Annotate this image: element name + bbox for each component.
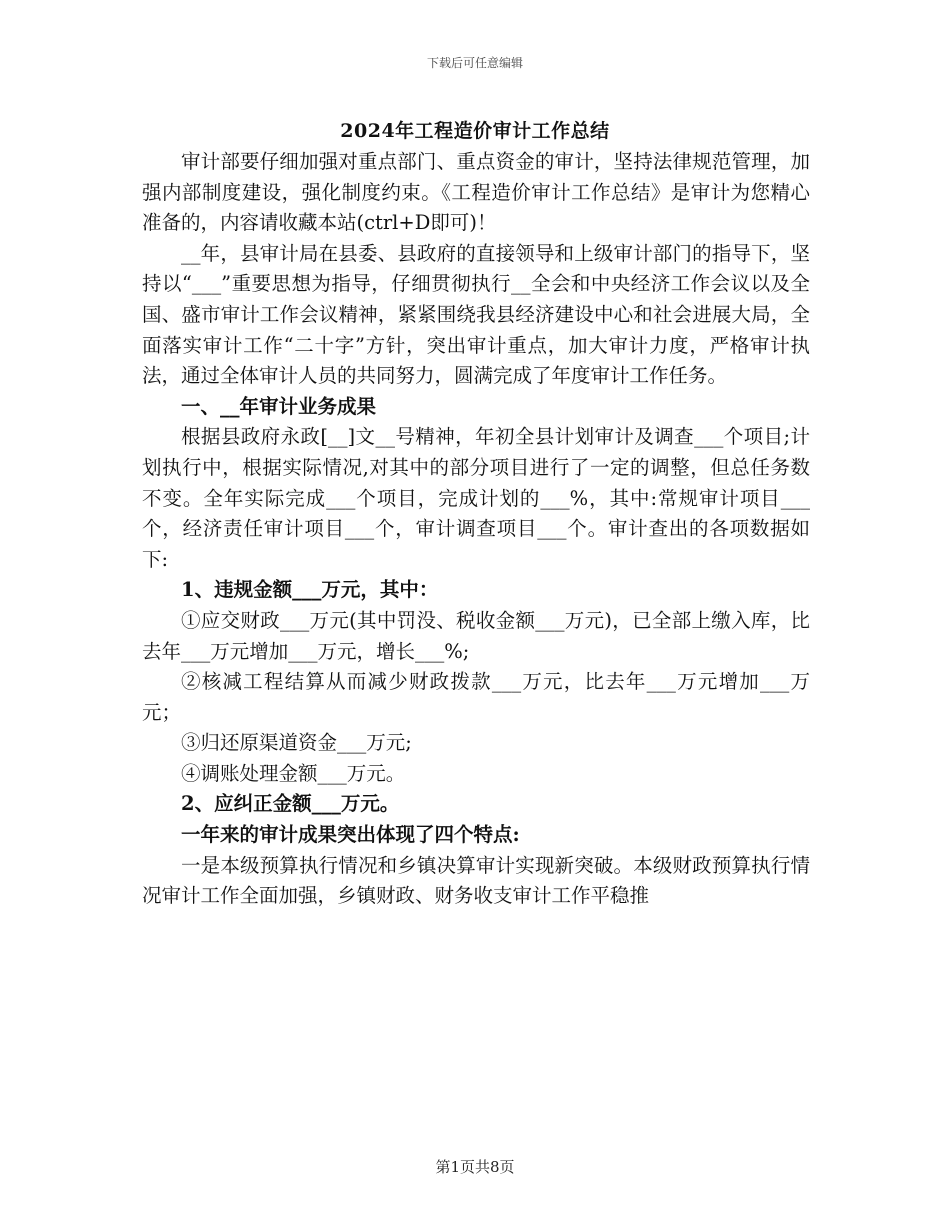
list-item-4: ④调账处理金额___万元。: [181, 761, 406, 785]
list-item-1: ①应交财政___万元(其中罚没、税收金额___万元)，已全部上缴入库，比去年___万元增加___万元，增长___%;: [142, 608, 810, 663]
subheading-four-features: 一年来的审计成果突出体现了四个特点:: [181, 823, 520, 847]
intro-paragraph: 审计部要仔细加强对重点部门、重点资金的审计，坚持法律规范管理，加强内部制度建设，强化制度约束。《工程造价审计工作总结》是审计为您精心准备的，内容请收藏本站(ctrl+D即可)！: [142, 150, 810, 235]
subheading-violation-amount: 1、违规金额___万元，其中：: [181, 578, 439, 602]
plan-paragraph: 根据县政府永政[__]文__号精神，年初全县计划审计及调查___个项目;计划执行中，根据实际情况,对其中的部分项目进行了一定的调整，但总任务数不变。全年实际完成___个项目，完成计划的___%，其中:常规审计项目___个，经济责任审计项目___个，审计调查项目___个。审计查出的各项数据如下:: [142, 425, 810, 571]
section-heading-1: 一、__年审计业务成果: [181, 394, 377, 418]
document-body: [142, 147, 810, 912]
document-title: 2024年工程造价审计工作总结: [340, 120, 610, 142]
feature-paragraph-1: 一是本级预算执行情况和乡镇决算审计实现新突破。本级财政预算执行情况审计工作全面加强，乡镇财政、财务收支审计工作平稳推: [142, 853, 810, 908]
page-number-footer: 第1页共8页: [435, 1158, 515, 1176]
list-item-3: ③归还原渠道资金___万元;: [181, 731, 412, 755]
page-header-note: 下载后可任意编辑: [426, 56, 523, 70]
list-item-2: ②核减工程结算从而减少财政拨款___万元，比去年___万元增加___万元；: [142, 670, 810, 724]
overview-paragraph: __年，县审计局在县委、县政府的直接领导和上级审计部门的指导下，坚持以“___”重要思想为指导，仔细贯彻执行__全会和中央经济工作会议以及全国、盛市审计工作会议精神，紧紧围绕我县经济建设中心和社会进展大局，全面落实审计工作“二十字”方针，突出审计重点，加大审计力度，严格审计执法，通过全体审计人员的共同努力，圆满完成了年度审计工作任务。: [142, 241, 810, 388]
subheading-correction-amount: 2、应纠正金额___万元。: [181, 792, 400, 816]
